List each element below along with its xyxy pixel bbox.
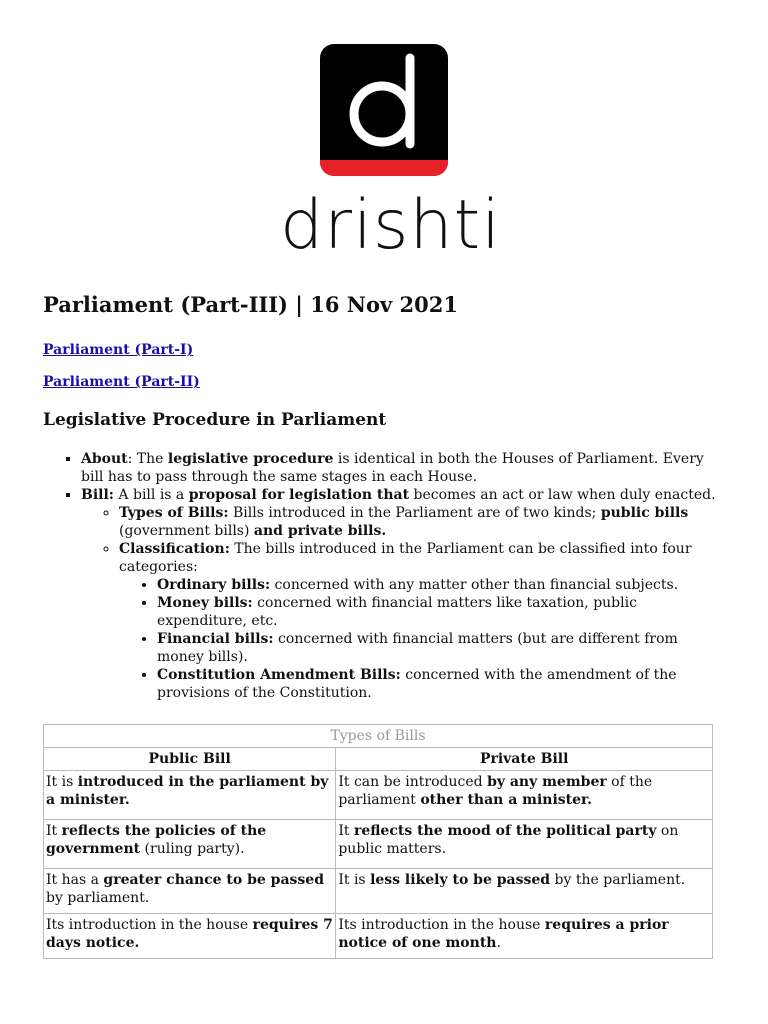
link-parliament-part-2[interactable]: Parliament (Part-II)	[43, 374, 200, 390]
list-item-about: ▪ About: The legislative procedure is identical in both the Houses of Parliament. Every bill has to pass through the same stages in each House.	[81, 450, 723, 486]
list-item-bill: ▪ Bill: A bill is a proposal for legislation that becomes an act or law when duly enacted. ◦ Types of Bills: Bills introduced in the Parliament are of two kinds; public bills (government bills) and private bills. ◦ Classification: The bills introduced in the Parliament can be classified into four categories: • Ordinary bills: concerned with any matter other than financial subjects. • Money bills: concerned with financial matters like taxation, public expenditure, etc. • Financial bills: concerned with financial matters (but are different from money bills). • Constitution Amendment Bills: concerned with the amendment of the provisions of the Constitution.	[81, 486, 723, 702]
drishti-logo	[0, 0, 768, 280]
table-cell: It is introduced in the parliament by a minister.	[44, 771, 336, 820]
table-cell: It has a greater chance to be passed by parliament.	[44, 869, 336, 914]
list-item-category: • Money bills: concerned with financial matters like taxation, public expenditure, etc.	[157, 594, 723, 630]
types-of-bills-table	[43, 724, 713, 959]
list-item-category: • Ordinary bills: concerned with any matter other than financial subjects.	[157, 576, 723, 594]
table-cell: It reflects the policies of the government (ruling party).	[44, 820, 336, 869]
logo-wordmark: drishti	[280, 186, 502, 265]
link-parliament-part-1[interactable]: Parliament (Part-I)	[43, 342, 194, 358]
list-item-types: ◦ Types of Bills: Bills introduced in the Parliament are of two kinds; public bills (government bills) and private bills.	[119, 504, 723, 540]
bill-content	[43, 450, 723, 702]
table-row	[44, 820, 713, 869]
page-title: Parliament (Part-III) | 16 Nov 2021	[43, 292, 458, 317]
main-list	[43, 450, 723, 702]
table-cell: Its introduction in the house requires 7 days notice.	[44, 914, 336, 959]
list-item-category: • Financial bills: concerned with financial matters (but are different from money bills).	[157, 630, 723, 666]
header-private-bill: Private Bill	[336, 748, 713, 771]
table-row	[44, 914, 713, 959]
table-row	[44, 771, 713, 820]
categories-list	[119, 576, 723, 702]
header-public-bill: Public Bill	[44, 748, 336, 771]
d-letter-icon	[320, 44, 448, 176]
d-glyph-icon	[320, 44, 448, 160]
list-item-category: • Constitution Amendment Bills: concerned with the amendment of the provisions of the Constitution.	[157, 666, 723, 702]
logo-accent-bar	[320, 160, 448, 176]
table-row	[44, 869, 713, 914]
table-cell: It reflects the mood of the political party on public matters.	[336, 820, 713, 869]
list-item-classification: ◦ Classification: The bills introduced in the Parliament can be classified into four categories: • Ordinary bills: concerned with any matter other than financial subjects. • Money bills: concerned with financial matters like taxation, public expenditure, etc. • Financial bills: concerned with financial matters (but are different from money bills). • Constitution Amendment Bills: concerned with the amendment of the provisions of the Constitution.	[119, 540, 723, 702]
table-cell: Its introduction in the house requires a prior notice of one month.	[336, 914, 713, 959]
bill-sublist	[81, 504, 723, 702]
section-heading: Legislative Procedure in Parliament	[43, 410, 387, 430]
table-cell: It is less likely to be passed by the parliament.	[336, 869, 713, 914]
table-header-row	[44, 748, 713, 771]
table-cell: It can be introduced by any member of the parliament other than a minister.	[336, 771, 713, 820]
table-caption: Types of Bills	[43, 724, 713, 747]
